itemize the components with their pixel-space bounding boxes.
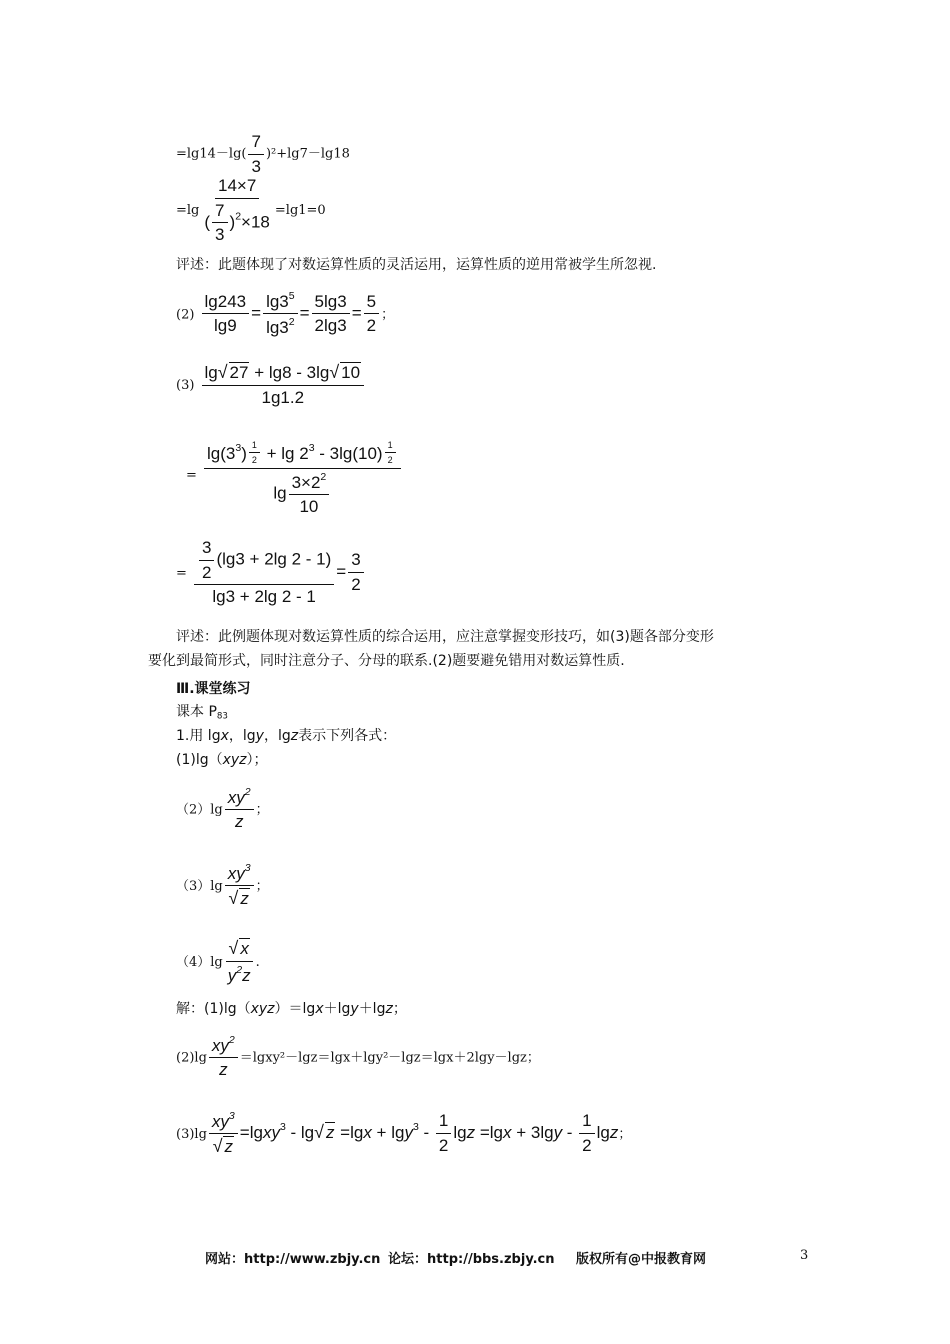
num-text: (lg3 + 2lg 2 - 1) — [216, 549, 332, 569]
exponent: 2 — [228, 1034, 235, 1046]
denominator: 1g1.2 — [261, 387, 305, 407]
num-text: lg — [204, 363, 218, 382]
sqrt-icon: √ — [212, 1136, 223, 1157]
footer-copyright: 版权所有@中报教育网 — [576, 1252, 707, 1267]
item-label: （4）lg — [176, 954, 223, 970]
equals-sign: = — [176, 565, 187, 581]
fraction — [263, 290, 298, 338]
exponent: 3 — [235, 441, 242, 454]
numerator: 1 — [436, 1111, 451, 1134]
fraction — [201, 176, 273, 245]
exponent: 3 — [279, 1121, 286, 1134]
text: ）＝lg — [274, 1001, 316, 1017]
num-text: lg(3 — [207, 443, 236, 463]
numerator — [225, 786, 254, 810]
numerator: lg243 — [202, 292, 250, 315]
numerator: 3 — [348, 550, 363, 573]
var-x: x — [315, 1001, 324, 1017]
fraction — [202, 292, 250, 336]
denominator: lg3 + 2lg 2 - 1 — [212, 587, 316, 607]
text: =lg — [475, 1122, 503, 1142]
text: lg — [453, 1122, 467, 1142]
fraction — [364, 292, 379, 336]
num-text: + lg 2 — [261, 443, 309, 463]
num-text: xy — [211, 1035, 229, 1055]
radicand: 10 — [341, 363, 361, 382]
text: + 3lg — [511, 1122, 554, 1142]
comment-1: 评述：此题体现了对数运算性质的灵活运用，运算性质的逆用常被学生所忽视. — [176, 257, 657, 273]
denominator — [225, 962, 254, 985]
inner-fraction — [289, 471, 330, 517]
section-title: Ⅲ.课堂练习 — [176, 681, 251, 697]
inner-fraction — [212, 201, 227, 245]
denominator: 2 — [366, 316, 377, 336]
exercise-1 — [176, 725, 396, 745]
fraction — [348, 550, 363, 594]
fraction — [194, 538, 334, 607]
punctuation: ； — [618, 1126, 632, 1142]
fraction — [209, 1110, 238, 1157]
textbook-ref — [176, 701, 228, 722]
var: x — [363, 1122, 372, 1142]
den-text: lg3 — [266, 318, 289, 338]
exponent: 3 — [244, 862, 251, 874]
text: (1)lg（ — [176, 752, 223, 768]
footer-site — [205, 1248, 380, 1267]
numerator — [204, 432, 401, 469]
exponent: 5 — [288, 290, 295, 302]
multiplier: ×18 — [241, 212, 270, 232]
num-text: xy — [227, 863, 245, 883]
item-label: (3) — [176, 378, 195, 394]
text: + lg — [371, 1122, 405, 1142]
numerator: 1 — [249, 440, 260, 453]
text: 解：(1)lg（ — [176, 1001, 251, 1017]
radicand: z — [240, 889, 249, 909]
numerator: 7 — [212, 201, 227, 224]
answer-3-chain — [239, 1111, 619, 1155]
num-text: xy — [227, 787, 245, 807]
equals-sign: = — [351, 303, 362, 323]
fraction — [204, 432, 401, 517]
answer-1 — [176, 998, 407, 1018]
denominator — [263, 314, 298, 337]
var: y — [404, 1122, 413, 1142]
denominator: 3 — [251, 156, 261, 176]
denominator: 3 — [215, 225, 225, 245]
num-text: - 3lg(10) — [314, 443, 383, 463]
numerator — [194, 538, 334, 585]
punctuation: ； — [255, 878, 269, 894]
radicand: 27 — [229, 363, 249, 382]
numerator — [209, 1034, 238, 1058]
exponent: 2 — [320, 470, 327, 483]
question-3 — [176, 862, 269, 909]
text: =lg — [239, 1122, 263, 1142]
forum-label: 论坛： — [388, 1252, 428, 1267]
numerator: 14×7 — [215, 176, 259, 199]
var: xy — [262, 1122, 280, 1142]
punctuation: . — [255, 954, 260, 970]
var: z — [466, 1122, 476, 1142]
text: ； — [392, 1001, 407, 1017]
num-text: xy — [211, 1111, 229, 1131]
denominator: z — [234, 812, 244, 832]
item-label: (2)lg — [176, 1050, 207, 1066]
answer-3 — [176, 1110, 631, 1157]
question-4 — [176, 938, 260, 985]
denominator: lg9 — [213, 316, 237, 336]
step2-line — [176, 176, 326, 245]
text: 表示下列各式： — [298, 728, 397, 744]
denominator — [226, 886, 253, 909]
text: - — [562, 1122, 578, 1142]
equals-sign: = — [186, 467, 197, 483]
denominator: 2 — [202, 562, 212, 582]
half-exponent — [385, 440, 396, 466]
numerator: 1 — [385, 440, 396, 453]
fraction — [225, 862, 254, 909]
exponent: 3 — [412, 1121, 419, 1134]
exponent: 2 — [288, 316, 295, 329]
denominator: 10 — [299, 497, 319, 517]
item-2-line — [176, 290, 394, 338]
var-y: y — [255, 728, 264, 744]
paren: ( — [204, 212, 211, 232]
step1-suffix: )²+lg7－lg18 — [265, 146, 350, 162]
variables: xyz — [222, 752, 247, 768]
answer-2-rest: ＝lgxy²－lgz＝lgx＋lgy²－lgz＝lgx＋2lgy－lgz； — [239, 1050, 540, 1066]
exponent: 2 — [235, 210, 242, 223]
den-text: y — [227, 965, 237, 985]
text: =lg — [335, 1122, 364, 1142]
forum-link[interactable]: http://bbs.zbjy.cn — [427, 1252, 555, 1267]
numerator — [263, 290, 298, 314]
step1-line — [176, 132, 350, 176]
radicand: z — [325, 1122, 335, 1142]
text: lg — [596, 1122, 610, 1142]
half-fraction — [579, 1111, 594, 1155]
radicand: z — [224, 1137, 233, 1157]
exponent: 2 — [244, 786, 251, 798]
denominator: 2 — [251, 455, 257, 466]
step2-suffix: =lg1=0 — [274, 202, 326, 218]
var-z: z — [290, 728, 299, 744]
sqrt-icon: √ — [314, 1121, 324, 1142]
text: ，lg — [263, 728, 291, 744]
text: - lg — [285, 1122, 315, 1142]
numerator — [289, 471, 330, 495]
step3c-line — [176, 538, 366, 607]
denominator: 2 — [438, 1136, 449, 1155]
var: y — [553, 1122, 563, 1142]
var: z — [609, 1122, 619, 1142]
den-text: z — [242, 965, 251, 985]
numerator — [226, 938, 253, 962]
footer-forum — [388, 1248, 555, 1267]
numerator: 5lg3 — [312, 292, 350, 315]
num-text: 3×2 — [291, 472, 321, 492]
denominator: 2 — [351, 574, 361, 594]
sqrt-icon: √ — [228, 938, 239, 958]
step3b-line — [186, 432, 403, 517]
page-number: 3 — [800, 1248, 809, 1263]
text: ＋lg — [358, 1001, 386, 1017]
comment-2-line-2: 要化到最简形式，同时注意分子、分母的联系.(2)题要避免错用对数运算性质. — [148, 653, 625, 669]
item-label: (2) — [176, 307, 195, 323]
numerator — [202, 362, 365, 386]
num-text: + lg8 - 3lg — [249, 363, 330, 382]
numerator: 5 — [364, 292, 379, 315]
denominator — [210, 1134, 237, 1157]
site-link[interactable]: http://www.zbjy.cn — [244, 1252, 381, 1267]
text: ，lg — [228, 728, 256, 744]
item-3-line — [176, 362, 366, 407]
fraction — [225, 938, 254, 985]
text: 1.用 lg — [176, 728, 221, 744]
step1-prefix: =lg14－lg( — [176, 146, 247, 162]
sqrt-icon: √ — [329, 362, 340, 382]
fraction — [202, 362, 365, 407]
num-text: lg3 — [266, 291, 289, 311]
denominator — [201, 199, 273, 245]
denominator: 2 — [387, 455, 393, 466]
denominator: z — [219, 1060, 228, 1080]
numerator — [225, 862, 254, 886]
exponent: 2 — [236, 963, 243, 976]
step2-prefix: =lg — [176, 202, 200, 218]
exponent: 3 — [228, 1110, 235, 1122]
numerator — [209, 1110, 238, 1134]
site-label: 网站： — [205, 1252, 245, 1267]
fraction — [225, 786, 254, 832]
var-z: z — [385, 1001, 393, 1017]
equals-sign: = — [336, 561, 347, 581]
sqrt-icon: √ — [228, 888, 239, 909]
denominator: 2lg3 — [314, 316, 347, 336]
punctuation: ； — [381, 307, 395, 323]
fraction — [312, 292, 350, 336]
fraction — [248, 132, 263, 176]
numerator: 1 — [579, 1111, 594, 1134]
denominator — [270, 469, 334, 517]
half-fraction — [436, 1111, 451, 1155]
punctuation: ； — [255, 802, 269, 818]
exponent: 3 — [308, 441, 315, 454]
text: ＋lg — [323, 1001, 351, 1017]
fraction — [209, 1034, 238, 1080]
item-label: （2）lg — [176, 802, 223, 818]
var-y: y — [350, 1001, 359, 1017]
ref-text: 课本 P — [176, 704, 217, 720]
text: - — [418, 1122, 434, 1142]
var: x — [503, 1122, 512, 1142]
radicand: x — [240, 939, 249, 958]
coef-fraction — [199, 538, 214, 582]
numerator: 3 — [199, 538, 214, 561]
paren: ) — [241, 443, 247, 463]
answer-2 — [176, 1034, 540, 1080]
item-label: （3）lg — [176, 878, 223, 894]
question-1 — [176, 749, 268, 769]
comment-2-line-1: 评述：此例题体现对数运算性质的综合运用，应注意掌握变形技巧，如(3)题各部分变形 — [176, 629, 714, 645]
question-2 — [176, 786, 269, 832]
ref-page: 83 — [216, 711, 228, 722]
text: ）； — [246, 752, 268, 768]
variables: xyz — [250, 1001, 275, 1017]
half-exponent — [249, 440, 260, 466]
den-text: lg — [273, 483, 287, 503]
denominator: 2 — [582, 1136, 592, 1155]
equals-sign: = — [299, 303, 310, 323]
var-x: x — [220, 728, 229, 744]
item-label: (3)lg — [176, 1126, 207, 1142]
equals-sign: = — [251, 303, 262, 323]
numerator: 7 — [248, 132, 263, 155]
paren: ) — [229, 212, 236, 232]
sqrt-icon: √ — [217, 362, 228, 382]
